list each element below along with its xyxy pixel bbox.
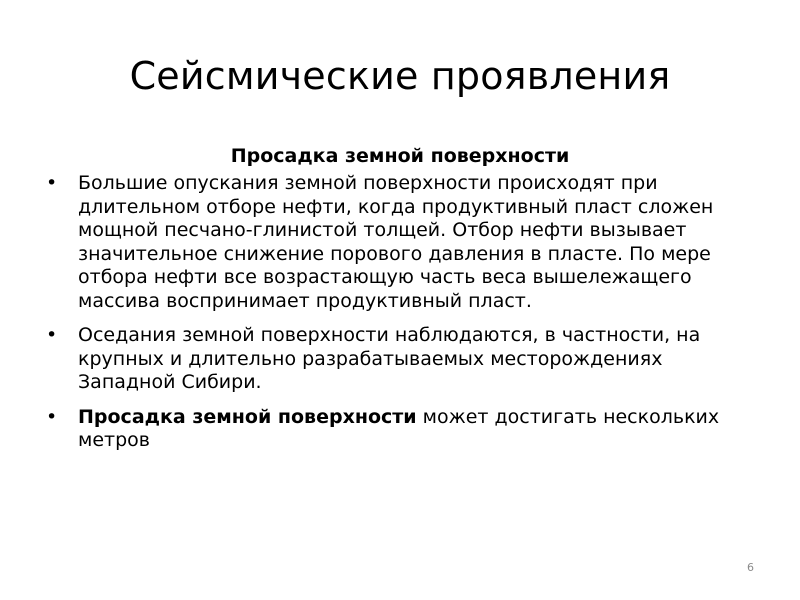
bullet-icon: • [46, 172, 58, 194]
bullet-item [40, 172, 760, 313]
bullet-item [40, 406, 760, 453]
slide-body [40, 142, 760, 464]
bullet-list [40, 172, 760, 453]
bullet-text: Большие опускания земной поверхности происходят при длительном отборе нефти, когда продуктивный пласт сложен мощной песчано-глинистой толщей. Отбор нефти вызывает значительное снижение порового давления в пласте. По мере отбора нефти все возрастающую часть веса вышележащего массива воспринимает продуктивный пласт. [78, 172, 714, 312]
bullet-item [40, 324, 760, 395]
bullet-icon: • [46, 324, 58, 346]
slide-title: Сейсмические проявления [129, 54, 671, 98]
bullet-icon: • [46, 405, 58, 428]
page-number: 6 [747, 561, 754, 574]
bullet-text: может достигать нескольких метров [78, 405, 720, 451]
bullet-text: Оседания земной поверхности наблюдаются, в частности, на крупных и длительно разрабатываемых месторождениях Западной Сибири. [78, 324, 701, 393]
slide-subheading: Просадка земной поверхности [230, 145, 570, 167]
bullet-bold-lead: Просадка земной поверхности [78, 405, 417, 428]
